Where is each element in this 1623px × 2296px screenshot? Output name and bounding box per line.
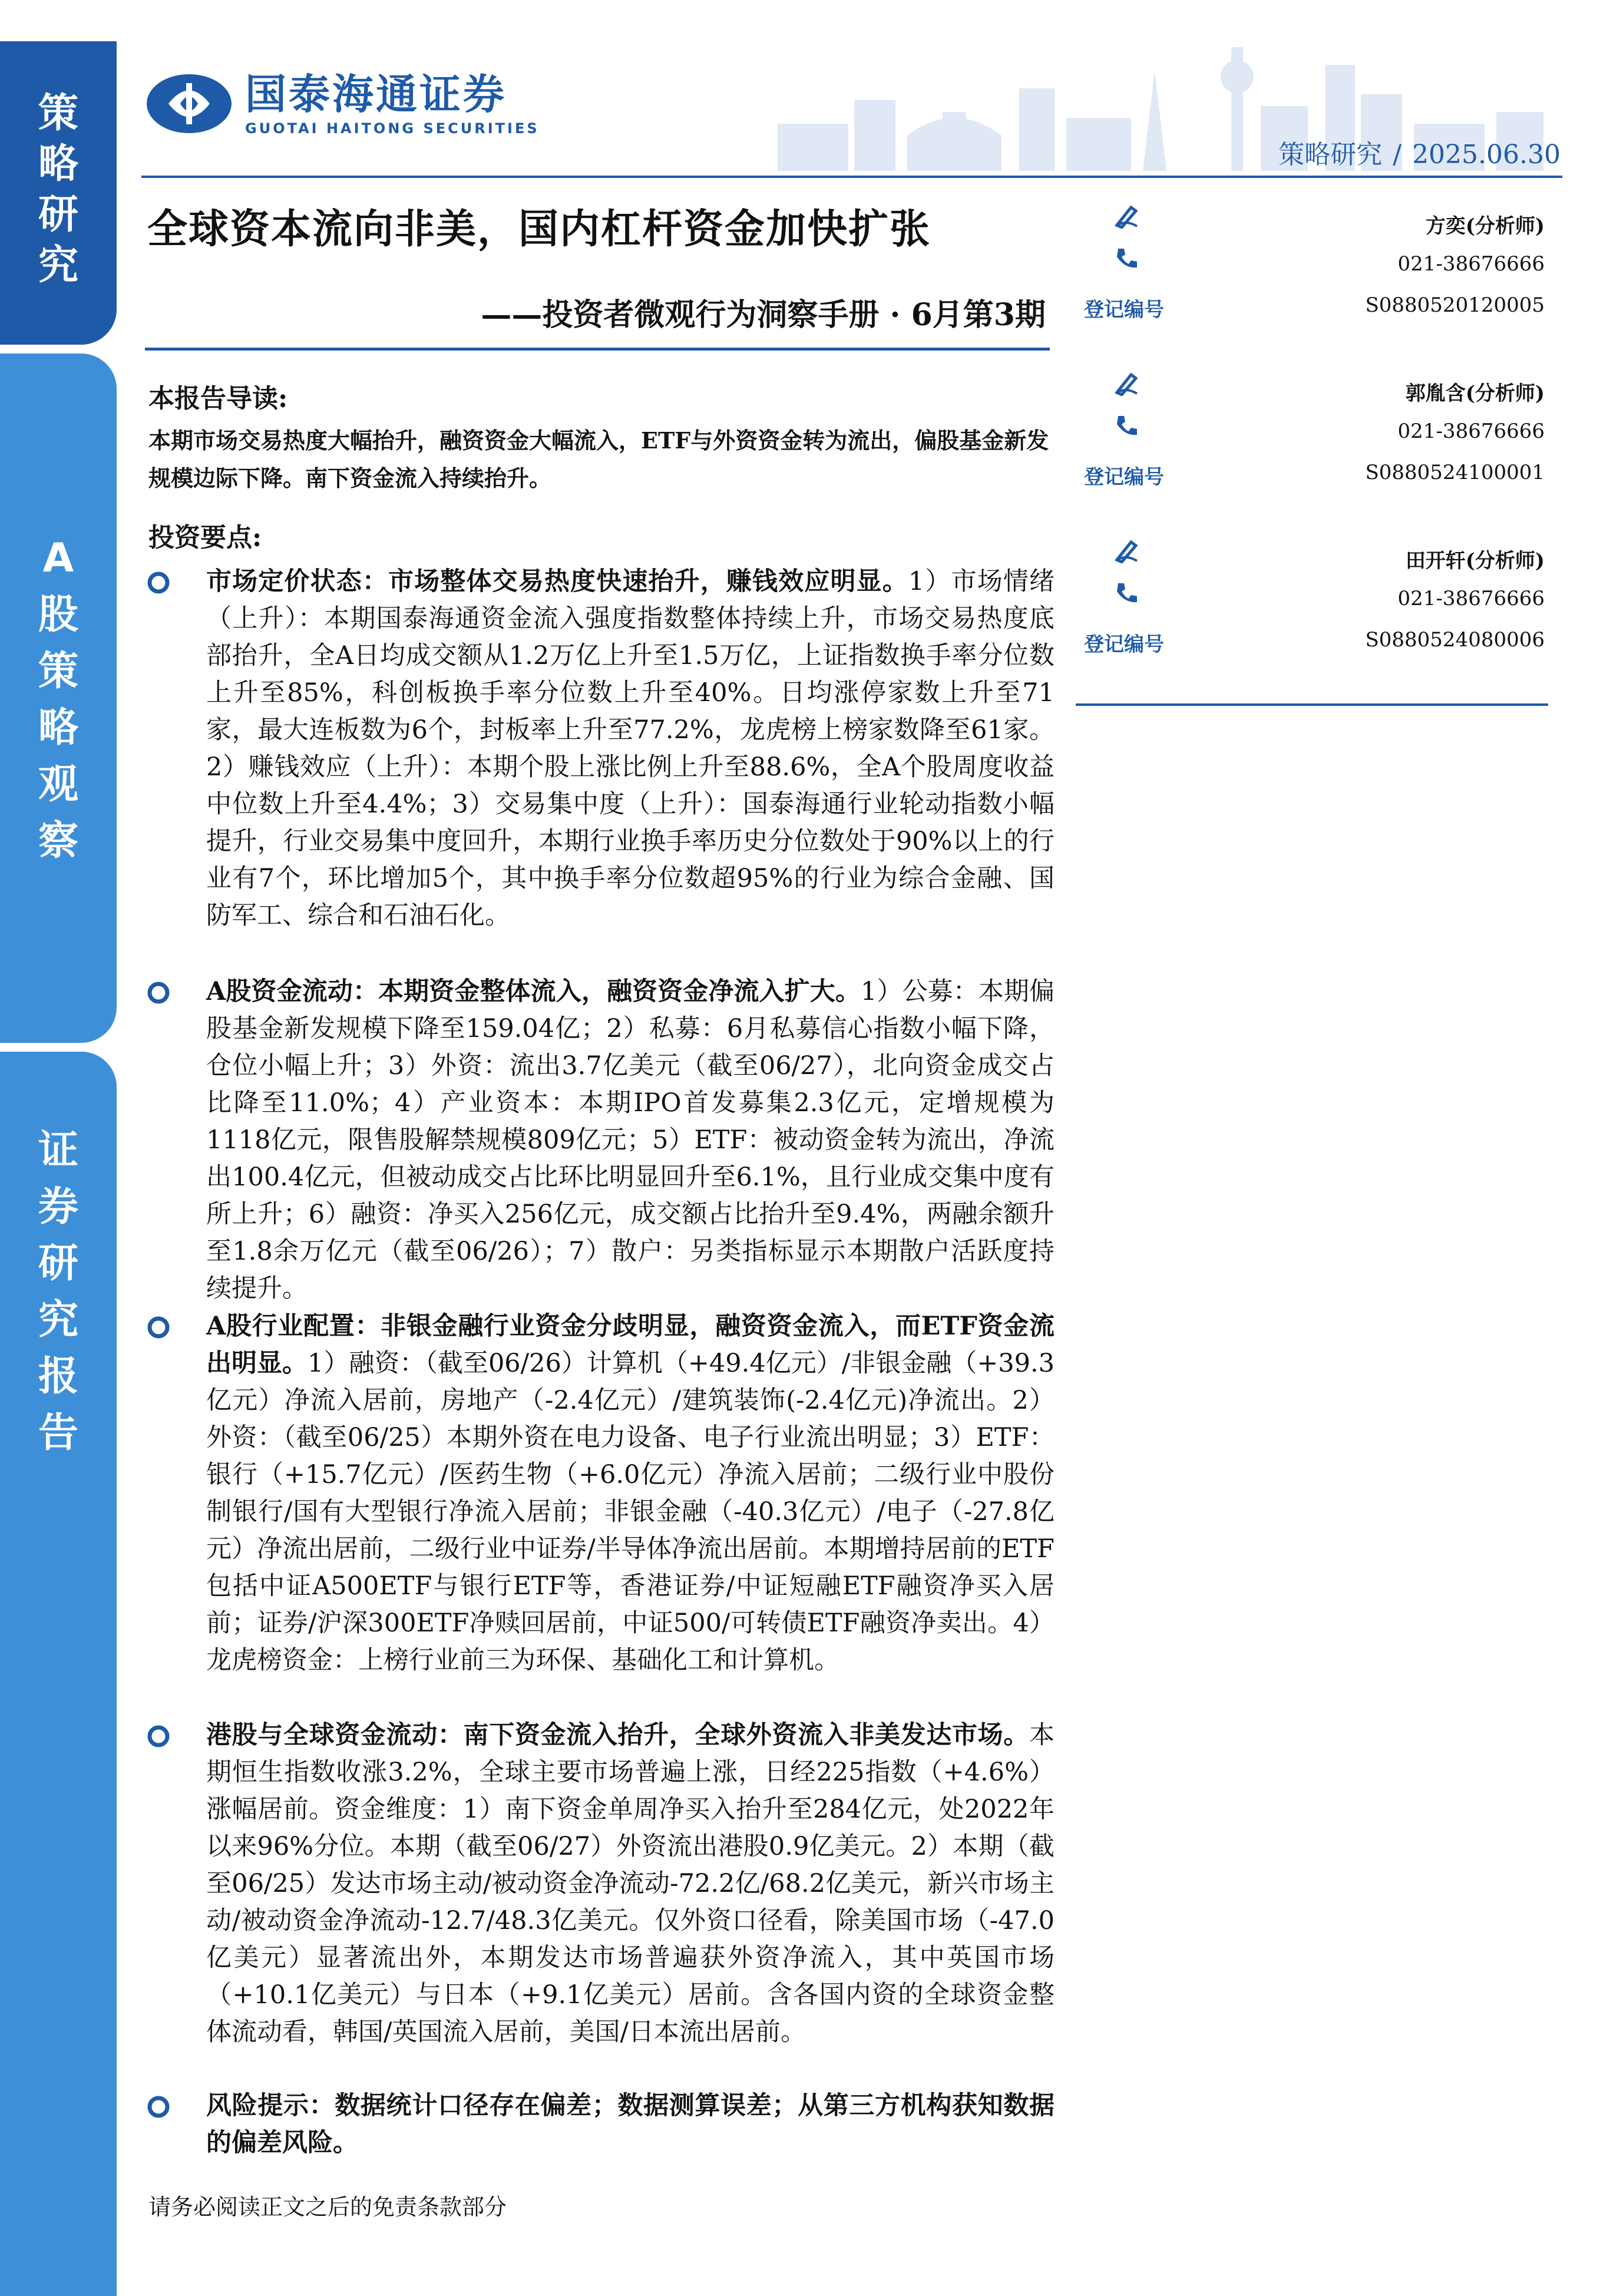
sidebar-char: 报 [38,1353,78,1400]
header-meta [1278,133,1561,171]
analyst-phone: 021-38676666 [1397,252,1545,276]
sidebar-block-a-share [0,354,117,1043]
logo-mark-icon [145,71,233,136]
report-date: 2025.06.30 [1412,140,1561,170]
investment-point [147,973,1055,1307]
bullet-icon [147,2096,170,2118]
sidebar-char: 研 [38,1240,78,1287]
point-heading: A股资金流动：本期资金整体流入，融资资金净流入扩大。 [206,977,861,1006]
sidebar-char: 告 [38,1410,78,1456]
point-text: 1）融资：（截至06/26）计算机（+49.4亿元）/非银金融（+39.3亿元）净流入居前，房地产（-2.4亿元）/建筑装饰(-2.4亿元)净流出。2）外资：（截至06/25）本期外资在电力设备、电子行业流出明显；3）ETF：银行（+15.7亿元）/医药生物（+6.0亿元）净流入居前；二级行业中股份制银行/国有大型银行净流入居前；非银金融（-40.3亿元）/电子（-27.8亿元）净流出居前，二级行业中证券/半导体净流出居前。本期增持居前的ETF包括中证A500ETF与银行ETF等，香港证券/中证短融ETF融资净买入居前；证券/沪深300ETF净赎回居前，中证500/可转债ETF融资净卖出。4）龙虎榜资金：上榜行业前三为环保、基础化工和计算机。 [206,1349,1055,1675]
investment-point [147,2087,1055,2162]
point-heading: 港股与全球资金流动：南下资金流入抬升，全球外资流入非美发达市场。 [206,1720,1029,1750]
sidebar-char: 策 [38,648,78,695]
pen-icon [1113,203,1139,229]
sidebar-char: 略 [38,141,78,187]
company-logo [145,71,540,137]
sidebar-char: 策 [38,90,78,137]
analyst-card [1084,200,1562,368]
analyst-card [1084,368,1562,535]
report-title: 全球资本流向非美，国内杠杆资金加快扩张 [147,206,931,253]
analyst-name: 郭胤含(分析师) [1405,382,1545,405]
point-text: 本期恒生指数收涨3.2%，全球主要市场普遍上涨，日经225指数（+4.6%）涨幅居前。资金维度：1）南下资金单周净买入抬升至284亿元，处2022年以来96%分位。本期（截至06/27）外资流出港股0.9亿美元。2）本期（截至06/25）发达市场主动/被动资金净流动-72.2亿/68.2亿美元，新兴市场主动/被动资金净流动-12.7/48.3亿美元。仅外资口径看，除美国市场（-47.0亿美元）显著流出外，本期发达市场普遍获外资净流入，其中英国市场（+10.1亿美元）与日本（+9.1亿美元）居前。含各国内资的全球资金整体流动看，韩国/英国流入居前，美国/日本流出居前。 [206,1720,1055,2047]
header-separator: / [1393,140,1402,170]
bullet-icon [147,982,170,1004]
bullet-icon [147,1725,170,1747]
analyst-card [1084,535,1562,702]
sidebar-block-report [0,1052,117,2296]
points-heading: 投资要点: [148,523,262,553]
pen-icon [1113,370,1139,396]
sidebar-char: 究 [38,1297,78,1343]
analyst-reg-number: S0880524080006 [1365,628,1545,652]
analyst-phone: 021-38676666 [1397,587,1545,610]
sidebar-char: A [42,535,74,582]
report-category: 策略研究 [1278,140,1383,170]
investment-point [147,1308,1055,1679]
sidebar-char: 略 [38,705,78,751]
analyst-divider [1076,703,1548,706]
intro-text: 本期市场交易热度大幅抬升，融资资金大幅流入，ETF与外资资金转为流出，偏股基金新发规模边际下降。南下资金流入持续抬升。 [148,427,1049,491]
analyst-reg-number: S0880524100001 [1365,461,1545,484]
phone-icon [1113,245,1139,271]
sidebar-block-strategy [0,41,117,345]
sidebar-char: 证 [38,1127,78,1174]
analyst-reg-number: S0880520120005 [1365,293,1545,317]
logo-name-cn: 国泰海通证券 [245,70,507,118]
sidebar-char: 究 [38,242,78,289]
sidebar-char: 观 [38,761,78,808]
analyst-name: 方奕(分析师) [1425,214,1545,238]
sidebar-char: 股 [38,592,78,638]
analyst-name: 田开轩(分析师) [1405,549,1545,573]
point-heading: A股行业配置：非银金融行业资金分歧明显，融资资金流入，而ETF资金流出明显。 [206,1311,1055,1378]
point-heading: 市场定价状态：市场整体交易热度快速抬升，赚钱效应明显。 [206,567,908,596]
phone-icon [1113,580,1139,606]
title-divider [145,348,1050,351]
analyst-reg-label: 登记编号 [1084,465,1164,489]
analyst-phone: 021-38676666 [1397,419,1545,443]
logo-name-en: GUOTAI HAITONG SECURITIES [245,120,540,137]
analyst-panel [1084,200,1562,702]
point-text: 1）市场情绪（上升）：本期国泰海通资金流入强度指数整体持续上升，市场交易热度底部抬升，全A日均成交额从1.2万亿上升至1.5万亿，上证指数换手率分位数上升至85%，科创板换手率分位数上升至40%。日均涨停家数上升至71家，最大连板数为6个，封板率上升至77.2%，龙虎榜上榜家数降至61家。2）赚钱效应（上升）：本期个股上涨比例上升至88.6%，全A个股周度收益中位数上升至4.4%；3）交易集中度（上升）：国泰海通行业轮动指数小幅提升，行业交易集中度回升，本期行业换手率历史分位数处于90%以上的行业有7个，环比增加5个，其中换手率分位数超95%的行业为综合金融、国防军工、综合和石油石化。 [206,567,1055,930]
intro-heading: 本报告导读: [148,384,288,414]
phone-icon [1113,412,1139,438]
sidebar-char: 研 [38,191,78,238]
bullet-icon [147,571,170,594]
investment-point [147,1717,1055,2051]
sidebar-char: 券 [38,1184,78,1230]
analyst-reg-label: 登记编号 [1084,633,1164,656]
pen-icon [1113,537,1139,563]
disclaimer-footer: 请务必阅读正文之后的免责条款部分 [148,2194,507,2220]
analyst-reg-label: 登记编号 [1084,298,1164,322]
bullet-icon [147,1316,170,1339]
report-subtitle: ——投资者微观行为洞察手册 · 6月第3期 [481,297,1046,333]
header-divider [141,176,1562,178]
sidebar-char: 察 [38,818,78,864]
investment-point [147,563,1055,934]
point-text: 1）公募：本期偏股基金新发规模下降至159.04亿；2）私募：6月私募信心指数小幅下降，仓位小幅上升；3）外资：流出3.7亿美元（截至06/27），北向资金成交占比降至11.0%；4）产业资本：本期IPO首发募集2.3亿元，定增规模为1118亿元，限售股解禁规模809亿元；5）ETF：被动资金转为流出，净流出100.4亿元，但被动成交占比环比明显回升至6.1%，且行业成交集中度有所上升；6）融资：净买入256亿元，成交额占比抬升至9.4%，两融余额升至1.8余万亿元（截至06/26）；7）散户：另类指标显示本期散户活跃度持续提升。 [206,977,1055,1303]
point-heading: 风险提示：数据统计口径存在偏差；数据测算误差；从第三方机构获知数据的偏差风险。 [206,2091,1055,2158]
